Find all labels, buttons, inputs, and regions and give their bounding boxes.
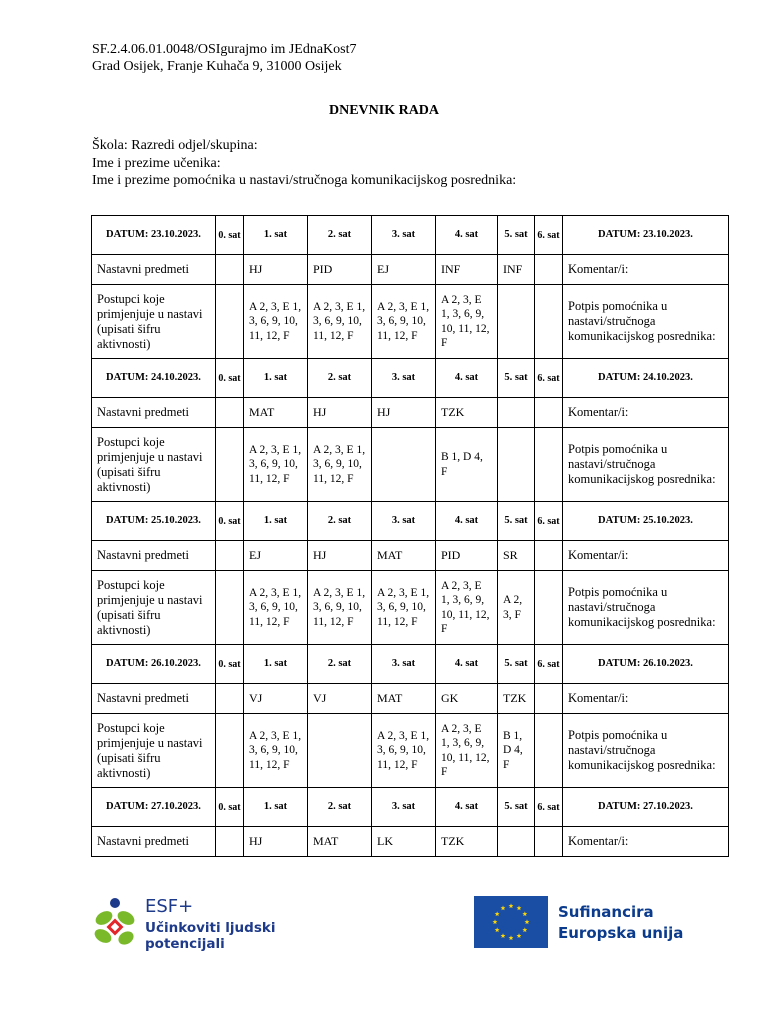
info-block	[92, 137, 516, 190]
period-0-header: 0. sat	[216, 502, 244, 541]
procedures-row	[92, 285, 729, 359]
procedure-cell	[535, 428, 563, 502]
subject-cell: INF	[498, 255, 535, 285]
subject-cell: GK	[436, 684, 498, 714]
period-1-header: 1. sat	[244, 216, 308, 255]
address: Grad Osijek, Franje Kuhača 9, 31000 Osijek	[92, 59, 342, 74]
period-4-header: 4. sat	[436, 359, 498, 398]
subject-cell: SR	[498, 541, 535, 571]
esf-name: Učinkoviti ljudski potencijali	[145, 920, 276, 952]
procedures-row	[92, 571, 729, 645]
subject-cell: TZK	[436, 827, 498, 857]
subject-cell	[535, 541, 563, 571]
document-title: DNEVNIK RADA	[328, 103, 440, 118]
procedures-label: Postupci koje primjenjuje u nastavi (upisati šifru aktivnosti)	[92, 714, 216, 788]
comment-label: Komentar/i:	[563, 398, 729, 428]
subject-cell: HJ	[372, 398, 436, 428]
procedure-cell: A 2, 3, E 1, 3, 6, 9, 10, 11, 12, F	[244, 428, 308, 502]
subjects-label: Nastavni predmeti	[92, 827, 216, 857]
procedure-cell	[535, 285, 563, 359]
subject-cell: HJ	[308, 541, 372, 571]
period-3-header: 3. sat	[372, 359, 436, 398]
footer-logos	[0, 890, 768, 960]
period-4-header: 4. sat	[436, 788, 498, 827]
signature-label: Potpis pomoćnika u nastavi/stručnoga komunikacijskog posrednika:	[563, 714, 729, 788]
procedures-row	[92, 428, 729, 502]
subject-cell	[216, 255, 244, 285]
period-5-header: 5. sat	[498, 645, 535, 684]
procedure-cell: A 2, 3, E 1, 3, 6, 9, 10, 11, 12, F	[436, 285, 498, 359]
procedure-cell	[498, 428, 535, 502]
subject-cell	[535, 255, 563, 285]
subject-cell	[535, 398, 563, 428]
procedure-cell: B 1, D 4, F	[436, 428, 498, 502]
subject-cell	[216, 827, 244, 857]
subject-cell	[216, 541, 244, 571]
procedure-cell: B 1, D 4, F	[498, 714, 535, 788]
period-1-header: 1. sat	[244, 645, 308, 684]
subject-cell	[216, 398, 244, 428]
period-3-header: 3. sat	[372, 216, 436, 255]
date-cell-right: DATUM: 27.10.2023.	[563, 788, 729, 827]
procedure-cell	[216, 285, 244, 359]
date-cell: DATUM: 27.10.2023.	[92, 788, 216, 827]
procedure-cell: A 2, 3, E 1, 3, 6, 9, 10, 11, 12, F	[372, 571, 436, 645]
period-4-header: 4. sat	[436, 645, 498, 684]
subjects-row	[92, 541, 729, 571]
subjects-label: Nastavni predmeti	[92, 684, 216, 714]
procedure-cell: A 2, 3, E 1, 3, 6, 9, 10, 11, 12, F	[308, 571, 372, 645]
procedure-cell: A 2, 3, E 1, 3, 6, 9, 10, 11, 12, F	[436, 714, 498, 788]
subject-cell	[216, 684, 244, 714]
period-4-header: 4. sat	[436, 216, 498, 255]
subject-cell: VJ	[244, 684, 308, 714]
date-cell: DATUM: 23.10.2023.	[92, 216, 216, 255]
procedure-cell: A 2, 3, E 1, 3, 6, 9, 10, 11, 12, F	[244, 285, 308, 359]
period-1-header: 1. sat	[244, 502, 308, 541]
subject-cell: MAT	[372, 541, 436, 571]
procedure-cell: A 2, 3, F	[498, 571, 535, 645]
signature-label: Potpis pomoćnika u nastavi/stručnoga komunikacijskog posrednika:	[563, 285, 729, 359]
period-1-header: 1. sat	[244, 359, 308, 398]
period-2-header: 2. sat	[308, 216, 372, 255]
period-5-header: 5. sat	[498, 359, 535, 398]
subjects-label: Nastavni predmeti	[92, 398, 216, 428]
period-6-header: 6. sat	[535, 502, 563, 541]
date-cell-right: DATUM: 24.10.2023.	[563, 359, 729, 398]
comment-label: Komentar/i:	[563, 541, 729, 571]
subject-cell	[498, 827, 535, 857]
subject-cell: MAT	[308, 827, 372, 857]
period-3-header: 3. sat	[372, 788, 436, 827]
period-2-header: 2. sat	[308, 788, 372, 827]
date-row	[92, 788, 729, 827]
comment-label: Komentar/i:	[563, 255, 729, 285]
subject-cell: EJ	[244, 541, 308, 571]
subject-cell	[535, 684, 563, 714]
comment-label: Komentar/i:	[563, 684, 729, 714]
diary-table	[91, 215, 729, 857]
period-4-header: 4. sat	[436, 502, 498, 541]
period-6-header: 6. sat	[535, 359, 563, 398]
date-cell-right: DATUM: 23.10.2023.	[563, 216, 729, 255]
subject-cell	[535, 827, 563, 857]
school-line: Škola: Razredi odjel/skupina:	[92, 138, 258, 153]
subjects-label: Nastavni predmeti	[92, 541, 216, 571]
period-5-header: 5. sat	[498, 216, 535, 255]
date-row	[92, 502, 729, 541]
procedure-cell	[216, 714, 244, 788]
subjects-row	[92, 827, 729, 857]
period-3-header: 3. sat	[372, 645, 436, 684]
procedure-cell: A 2, 3, E 1, 3, 6, 9, 10, 11, 12, F	[308, 285, 372, 359]
subject-cell: HJ	[308, 398, 372, 428]
date-row	[92, 645, 729, 684]
subject-cell: MAT	[372, 684, 436, 714]
procedure-cell: A 2, 3, E 1, 3, 6, 9, 10, 11, 12, F	[308, 428, 372, 502]
subject-cell: TZK	[436, 398, 498, 428]
subject-cell: TZK	[498, 684, 535, 714]
assistant-line: Ime i prezime pomoćnika u nastavi/stručnoga komunikacijskog posrednika:	[92, 173, 517, 188]
subject-cell: MAT	[244, 398, 308, 428]
period-5-header: 5. sat	[498, 788, 535, 827]
period-6-header: 6. sat	[535, 216, 563, 255]
procedure-cell	[216, 571, 244, 645]
period-2-header: 2. sat	[308, 645, 372, 684]
subject-cell	[498, 398, 535, 428]
period-5-header: 5. sat	[498, 502, 535, 541]
date-cell: DATUM: 25.10.2023.	[92, 502, 216, 541]
procedures-label: Postupci koje primjenjuje u nastavi (upisati šifru aktivnosti)	[92, 285, 216, 359]
procedure-cell	[535, 571, 563, 645]
document-header	[92, 41, 357, 75]
period-3-header: 3. sat	[372, 502, 436, 541]
period-6-header: 6. sat	[535, 788, 563, 827]
esf-flower-icon	[90, 896, 140, 954]
procedure-cell	[308, 714, 372, 788]
project-code: SF.2.4.06.01.0048/OSIgurajmo im JEdnaKost7	[92, 42, 357, 57]
procedure-cell: A 2, 3, E 1, 3, 6, 9, 10, 11, 12, F	[372, 285, 436, 359]
procedure-cell	[372, 428, 436, 502]
procedure-cell	[535, 714, 563, 788]
subjects-row	[92, 255, 729, 285]
period-1-header: 1. sat	[244, 788, 308, 827]
procedures-row	[92, 714, 729, 788]
procedure-cell	[498, 285, 535, 359]
subjects-row	[92, 684, 729, 714]
period-0-header: 0. sat	[216, 645, 244, 684]
date-cell-right: DATUM: 26.10.2023.	[563, 645, 729, 684]
subject-cell: VJ	[308, 684, 372, 714]
date-cell: DATUM: 24.10.2023.	[92, 359, 216, 398]
procedure-cell: A 2, 3, E 1, 3, 6, 9, 10, 11, 12, F	[436, 571, 498, 645]
eu-flag-icon	[474, 896, 548, 948]
date-row	[92, 359, 729, 398]
procedures-label: Postupci koje primjenjuje u nastavi (upisati šifru aktivnosti)	[92, 571, 216, 645]
period-0-header: 0. sat	[216, 216, 244, 255]
subject-cell: LK	[372, 827, 436, 857]
subject-cell: PID	[308, 255, 372, 285]
subject-cell: PID	[436, 541, 498, 571]
signature-label: Potpis pomoćnika u nastavi/stručnoga komunikacijskog posrednika:	[563, 428, 729, 502]
subject-cell: HJ	[244, 827, 308, 857]
subject-cell: HJ	[244, 255, 308, 285]
date-row	[92, 216, 729, 255]
subject-cell: INF	[436, 255, 498, 285]
subject-cell: EJ	[372, 255, 436, 285]
signature-label: Potpis pomoćnika u nastavi/stručnoga komunikacijskog posrednika:	[563, 571, 729, 645]
subjects-label: Nastavni predmeti	[92, 255, 216, 285]
comment-label: Komentar/i:	[563, 827, 729, 857]
period-2-header: 2. sat	[308, 359, 372, 398]
period-6-header: 6. sat	[535, 645, 563, 684]
period-0-header: 0. sat	[216, 788, 244, 827]
date-cell-right: DATUM: 25.10.2023.	[563, 502, 729, 541]
procedure-cell: A 2, 3, E 1, 3, 6, 9, 10, 11, 12, F	[244, 714, 308, 788]
date-cell: DATUM: 26.10.2023.	[92, 645, 216, 684]
procedure-cell	[216, 428, 244, 502]
esf-code: ESF+	[145, 896, 194, 917]
subjects-row	[92, 398, 729, 428]
period-2-header: 2. sat	[308, 502, 372, 541]
period-0-header: 0. sat	[216, 359, 244, 398]
eu-text: Sufinancira Europska unija	[558, 903, 684, 942]
student-line: Ime i prezime učenika:	[92, 155, 221, 171]
procedure-cell: A 2, 3, E 1, 3, 6, 9, 10, 11, 12, F	[372, 714, 436, 788]
procedures-label: Postupci koje primjenjuje u nastavi (upisati šifru aktivnosti)	[92, 428, 216, 502]
esf-logo	[90, 896, 280, 956]
procedure-cell: A 2, 3, E 1, 3, 6, 9, 10, 11, 12, F	[244, 571, 308, 645]
